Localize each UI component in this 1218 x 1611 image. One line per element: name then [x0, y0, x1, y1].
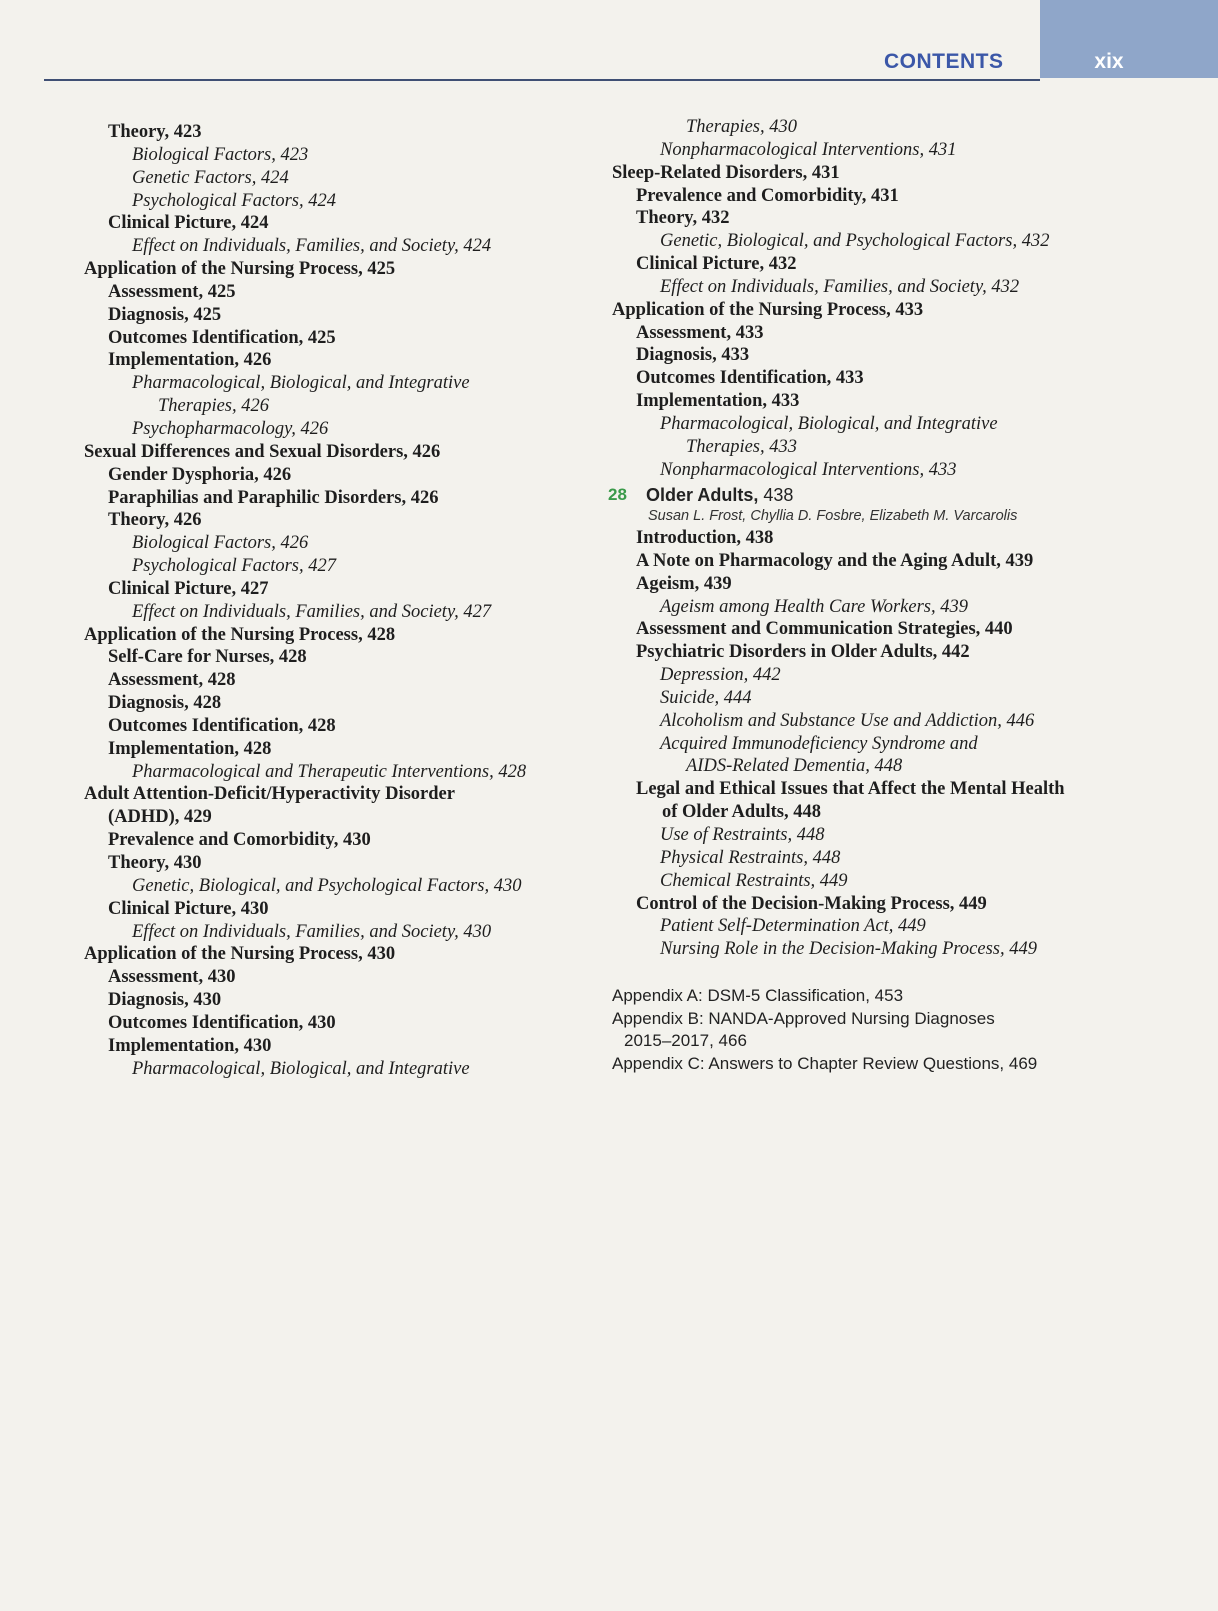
chapter-authors: Susan L. Frost, Chyllia D. Fosbre, Elizabeth M. Varcarolis: [648, 508, 1018, 524]
toc-entry: Patient Self-Determination Act, 449: [660, 916, 926, 937]
toc-entry: Implementation, 426: [108, 350, 272, 371]
header-rule: [44, 79, 1040, 81]
toc-entry: Paraphilias and Paraphilic Disorders, 426: [108, 487, 439, 508]
toc-entry: Clinical Picture, 432: [636, 254, 797, 275]
toc-entry: Psychological Factors, 427: [132, 556, 336, 577]
toc-entry: Depression, 442: [660, 665, 781, 686]
toc-entry: (ADHD), 429: [108, 807, 212, 828]
toc-right-column: [612, 116, 1049, 482]
toc-entry: Legal and Ethical Issues that Affect the Mental Health: [636, 779, 1065, 800]
toc-entry: Prevalence and Comorbidity, 431: [636, 185, 899, 206]
toc-entry: Assessment and Communication Strategies, 440: [636, 619, 1013, 640]
toc-entry: Effect on Individuals, Families, and Society, 424: [132, 236, 492, 257]
toc-entry: Application of the Nursing Process, 428: [84, 624, 396, 645]
appendix-entry: Appendix A: DSM-5 Classification, 453: [612, 986, 904, 1005]
toc-entry: Ageism, 439: [636, 573, 732, 594]
toc-entry: Clinical Picture, 424: [108, 213, 269, 234]
toc-entry: Effect on Individuals, Families, and Society, 430: [132, 921, 492, 942]
toc-entry: of Older Adults, 448: [662, 802, 821, 823]
toc-entry: Implementation, 433: [636, 391, 800, 412]
toc-entry: Effect on Individuals, Families, and Society, 432: [660, 276, 1020, 297]
toc-entry: Acquired Immunodeficiency Syndrome and: [660, 733, 978, 754]
appendix-entry: 2015–2017, 466: [624, 1031, 747, 1050]
toc-entry: Theory, 430: [108, 853, 202, 873]
toc-entry: Therapies, 426: [158, 396, 269, 417]
toc-entry: Diagnosis, 425: [108, 304, 222, 325]
appendix-entry: Appendix B: NANDA-Approved Nursing Diagnoses: [612, 1008, 995, 1028]
chapter-title-text: Older Adults,: [646, 485, 759, 505]
chapter-number: 28: [608, 485, 627, 504]
toc-entry: Diagnosis, 428: [108, 693, 222, 714]
toc-entry: Biological Factors, 426: [132, 533, 309, 554]
page-number: xix: [1094, 50, 1124, 73]
chapter-sections: [612, 527, 1065, 961]
toc-entry: Effect on Individuals, Families, and Society, 427: [132, 601, 492, 622]
toc-entry: Theory, 426: [108, 510, 202, 531]
toc-entry: A Note on Pharmacology and the Aging Adult, 439: [636, 550, 1034, 571]
toc-entry: Clinical Picture, 430: [108, 898, 269, 919]
toc-entry: Assessment, 430: [108, 967, 236, 988]
appendix-entry: Appendix C: Answers to Chapter Review Questions, 469: [612, 1053, 1038, 1073]
chapter-page: 438: [763, 485, 794, 505]
toc-entry: Outcomes Identification, 430: [108, 1012, 336, 1033]
toc-entry: Assessment, 428: [108, 670, 236, 691]
toc-entry: Outcomes Identification, 433: [636, 368, 864, 389]
toc-entry: Pharmacological, Biological, and Integrative: [132, 373, 470, 394]
toc-entry: Clinical Picture, 427: [108, 578, 269, 599]
toc-entry: Outcomes Identification, 428: [108, 715, 336, 736]
toc-entry: Psychological Factors, 424: [132, 190, 336, 211]
toc-entry: Introduction, 438: [636, 528, 774, 548]
toc-entry: Implementation, 428: [108, 738, 272, 759]
toc-entry: Pharmacological, Biological, and Integrative: [132, 1058, 470, 1079]
toc-entry: Theory, 423: [108, 122, 202, 142]
toc-entry: Implementation, 430: [108, 1035, 272, 1056]
toc-entry: Theory, 432: [636, 208, 730, 229]
toc-entry: Sexual Differences and Sexual Disorders, 426: [84, 441, 441, 462]
toc-entry: Gender Dysphoria, 426: [108, 464, 292, 485]
toc-entry: Therapies, 430: [686, 117, 797, 137]
toc-entry: Control of the Decision-Making Process, 449: [636, 893, 987, 914]
running-header-title: CONTENTS: [884, 50, 1004, 73]
toc-entry: Prevalence and Comorbidity, 430: [108, 830, 371, 851]
toc-entry: Psychiatric Disorders in Older Adults, 442: [636, 642, 970, 663]
toc-entry: Pharmacological, Biological, and Integrative: [660, 413, 998, 434]
toc-entry: Pharmacological and Therapeutic Interventions, 428: [132, 761, 527, 782]
toc-entry: Sleep-Related Disorders, 431: [612, 162, 840, 183]
toc-entry: Application of the Nursing Process, 433: [612, 299, 924, 320]
toc-entry: Diagnosis, 433: [636, 345, 750, 366]
toc-entry: Genetic Factors, 424: [132, 167, 289, 188]
toc-entry: AIDS-Related Dementia, 448: [686, 756, 903, 777]
toc-entry: Use of Restraints, 448: [660, 824, 825, 845]
toc-entry: Assessment, 433: [636, 322, 764, 343]
toc-entry: Ageism among Health Care Workers, 439: [660, 596, 968, 617]
toc-entry: Genetic, Biological, and Psychological Factors, 430: [132, 875, 522, 896]
toc-entry: Biological Factors, 423: [132, 144, 309, 165]
toc-entry: Chemical Restraints, 449: [660, 870, 848, 891]
toc-entry: Application of the Nursing Process, 425: [84, 259, 396, 280]
toc-entry: Nursing Role in the Decision-Making Process, 449: [660, 939, 1037, 960]
toc-entry: Application of the Nursing Process, 430: [84, 944, 396, 965]
toc-entry: Suicide, 444: [660, 687, 752, 708]
toc-entry: Physical Restraints, 448: [660, 847, 841, 868]
chapter-title: [646, 483, 793, 507]
toc-entry: Nonpharmacological Interventions, 431: [660, 139, 957, 160]
toc-entry: Outcomes Identification, 425: [108, 327, 336, 348]
toc-entry: Alcoholism and Substance Use and Addiction, 446: [660, 710, 1035, 731]
toc-entry: Nonpharmacological Interventions, 433: [660, 459, 957, 480]
toc-entry: Diagnosis, 430: [108, 990, 222, 1011]
toc-entry: Self-Care for Nurses, 428: [108, 647, 307, 668]
toc-entry: Adult Attention-Deficit/Hyperactivity Disorder: [84, 784, 455, 805]
toc-entry: Therapies, 433: [686, 436, 797, 457]
toc-entry: Psychopharmacology, 426: [132, 418, 329, 439]
appendix-list: [612, 985, 1037, 1075]
toc-entry: Genetic, Biological, and Psychological Factors, 432: [660, 231, 1050, 252]
toc-left-column: [84, 121, 526, 1080]
toc-entry: Assessment, 425: [108, 281, 236, 302]
